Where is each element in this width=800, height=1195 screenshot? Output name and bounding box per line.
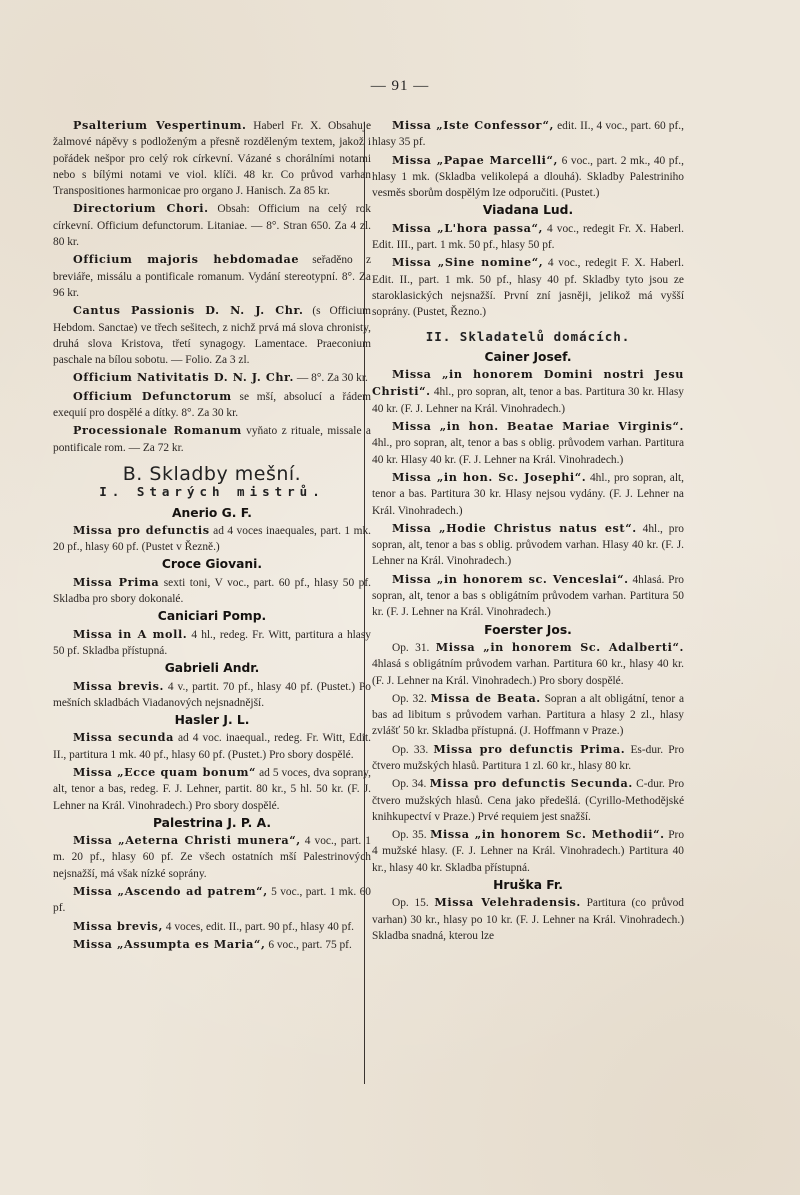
composer-name: Viadana Lud. (482, 203, 574, 218)
entry-title: Missa „in hon. Beatae Mariae Virginis“. (392, 419, 684, 434)
composer-name: Foerster Jos. (484, 622, 572, 637)
entry-title: Missa pro defunctis Secunda. (429, 776, 633, 791)
entry-title: Missa „in hon. Sc. Josephi“. (392, 469, 587, 484)
entry-title: Missa de Beata. (430, 690, 541, 705)
catalog-entry (53, 302, 371, 368)
entry-title: Missa „in honorem Domini nostri Jesu Christi“. (372, 367, 684, 399)
entry-text: Partitura (co průvod varhan) 30 kr., hlasy po 10 kr. (F. J. Lehner na Král. Vinohradech.) Skladba snadná, kterou lze (372, 897, 685, 942)
composer-block (53, 608, 371, 659)
catalog-entry (372, 254, 684, 320)
composer-block (372, 622, 684, 876)
catalog-entry (53, 764, 371, 814)
entry-text: C-dur. Pro čtvero mužských hlasů. Cena jako předešlá. (Cyrillo-Methodějské knihkupectví v Praze.) Prvé requiem jest snažší. (372, 778, 685, 823)
catalog-entry (53, 251, 371, 301)
opus-number: Op. 15. (392, 897, 435, 910)
catalog-entry (372, 690, 684, 740)
catalog-entry (53, 422, 371, 456)
composer-block (53, 712, 371, 814)
catalog-entry (372, 366, 684, 417)
entry-text: 4 voc., part. 1 m. 20 pf., hlasy 60 pf. Ze všech ostatních mší Palestrinových nejsnažší, má však nízké soprány. (53, 835, 372, 880)
entry-text: 4 hl., redeg. Fr. Witt, partitura a hlasy 50 pf. Skladba přístupná. (53, 628, 371, 657)
entry-text: ad 4 voces inaequales, part. 1 mk. 20 pf., hlasy 60 pf. (Pustet v Řezně.) (53, 524, 371, 554)
composer-name: Gabrieli Andr. (164, 661, 260, 676)
catalog-entry (53, 883, 371, 917)
entry-title: Missa „in honorem Sc. Methodii“. (430, 827, 665, 842)
page-number: — 91 — (370, 78, 430, 94)
composer-block (372, 202, 684, 320)
entry-text: 4 voc., redegit F. X. Haberl. Edit. II., part. 1 mk. 50 pf., hlasy 40 pf. Skladby tyto jsou ze staroklasických nejsnažší. První zní jasněji, jelikož má vyšší soprány. (Pustet, Řezno.) (372, 257, 684, 319)
entry-text: 4 v., partit. 70 pf., hlasy 40 pf. (Pustet.) Po mešních skladbách Viadanových nejsnadnější. (53, 680, 371, 709)
opus-number: Op. 31. (392, 641, 436, 654)
entry-text: seřaděno z breviáře, missálu a pontificale romanum. Vydání stereotypní. 8°. Za 96 kr. (53, 254, 371, 299)
entry-title: Missa brevis. (73, 678, 165, 693)
catalog-entry (53, 918, 371, 935)
catalog-entry (53, 626, 371, 660)
opus-number: Op. 34. (392, 778, 430, 791)
entry-text: 4 voces, edit. II., part. 90 pf., hlasy 40 pf. (162, 920, 355, 933)
entry-text: 4hl., pro sopran, alt, tenor a bas. Partitura 30 kr. Hlasy nejsou vydány. (F. J. Lehner na Král. Vinohradech.) (372, 471, 684, 517)
catalog-entry (53, 678, 371, 712)
catalog-entry (372, 117, 684, 151)
composer-name: Hruška Fr. (493, 878, 563, 893)
catalog-entry (53, 936, 371, 953)
entry-title: Missa „in honorem Sc. Adalberti“. (435, 639, 685, 654)
composer-block-continued (372, 117, 684, 201)
composer-name: Palestrina J. P. A. (153, 815, 271, 830)
subsection-title: I. Starých mistrů. (99, 484, 325, 500)
entry-title: Missa „Ascendo ad patrem“, (73, 884, 268, 899)
catalog-entry (372, 520, 684, 570)
entry-title: Missa pro defunctis (73, 522, 210, 537)
entry-title: Missa Velehradensis. (434, 895, 581, 910)
composer-name: Caniciari Pomp. (157, 609, 267, 624)
catalog-entry (53, 574, 371, 608)
entry-text: 6 voc., part. 75 pf. (265, 938, 352, 951)
left-column (53, 117, 371, 954)
entry-text: vyňato z rituale, missale a pontificale rom. — Za 72 kr. (53, 425, 371, 454)
entry-title: Missa „Sine nomine“, (392, 255, 544, 270)
catalog-entry (53, 200, 371, 250)
liturgical-books-list (53, 117, 371, 456)
composer-name: Anerio G. F. (172, 505, 252, 520)
entry-text: 6 voc., part. 2 mk., 40 pf., hlasy 1 mk. (Skladba velikolepá a dlouhá). Skladby Palestriniho vesměs sborům dospělým lze odporučiti. (Pustet.) (372, 154, 684, 200)
entry-title: Directorium Chori. (73, 201, 209, 216)
catalog-entry (53, 832, 371, 882)
entry-text: — 8°. Za 30 kr. (294, 372, 368, 385)
catalog-entry (372, 894, 684, 944)
catalog-entry (53, 729, 371, 763)
catalog-entry (53, 117, 371, 199)
entry-title: Missa Prima (73, 574, 160, 589)
entry-title: Officium Defunctorum (73, 388, 232, 403)
entry-text: Pro 4 mužské hlasy. (F. J. Lehner na Král. Vinohradech.) Partitura 40 kr., hlasy 40 kr. Skladba přístupná. (372, 829, 685, 874)
entry-text: 5 voc., part. 1 mk. 60 pf. (53, 886, 371, 915)
entry-title: Missa „Papae Marcelli“, (392, 152, 559, 167)
opus-number: Op. 35. (392, 829, 431, 842)
entry-text: (s Officium Hebdom. Sanctae) ve třech sešitech, z nichž prvá má slova chronisty, druhá slova Kristova, třetí synagogy. Lamentace. Praeconium paschale na bílou sobotu. — Folio. Za 3 zl. (53, 305, 371, 367)
composer-block (53, 815, 371, 953)
entry-text: 4hlasá. Pro sopran, alt, tenor a bas s obligátním průvodem varhan. Partitura 50 kr. (F. J. Lehner na Král. Vinohradech.) (372, 573, 685, 619)
entry-title: Missa secunda (73, 730, 174, 745)
composer-block (372, 877, 684, 944)
opus-number: Op. 33. (392, 743, 434, 756)
composer-name: Croce Giovani. (161, 557, 263, 572)
entry-title: Missa „L'hora passa“, (392, 220, 543, 235)
entry-title: Missa „in honorem sc. Venceslai“. (392, 571, 629, 586)
composer-name: Cainer Josef. (484, 349, 572, 364)
entry-text: 4hl., pro sopran, alt, tenor a bas s oblig. průvodem varhan. Hlasy 40 kr. (F. J. Lehner na Král. Vinohradech.) (372, 522, 684, 568)
composer-block (53, 556, 371, 607)
subsection-title: II. Skladatelů domácích. (425, 328, 631, 344)
entry-text: 4 voc., redegit Fr. X. Haberl. Edit. III., part. 1 mk. 50 pf., hlasy 50 pf. (372, 222, 684, 252)
entry-title: Psalterium Vespertinum. (73, 118, 247, 132)
composer-name: Hasler J. L. (174, 713, 250, 728)
entry-text: 4hl., pro sopran, alt, tenor a bas s oblig. průvodem varhan. Partitura 40 kr. Hlasy 40 kr. (F. J. Lehner na Král. Vinohradech.) (372, 437, 684, 466)
entry-title: Missa „Hodie Christus natus est“. (392, 520, 637, 535)
right-column (372, 117, 684, 945)
entry-title: Missa brevis, (73, 918, 163, 933)
catalog-entry (372, 469, 684, 519)
entry-text: Obsah: Officium na celý rok církevní. Officium defunctorum. Litaniae. — 8°. Stran 650. Za 4 zl. 80 kr. (53, 203, 371, 249)
catalog-entry (372, 220, 684, 254)
entry-text: se mší, absolucí a řádem exequií pro dospělé a dítky. 8°. Za 30 kr. (53, 390, 371, 420)
entry-title: Missa „Aeterna Christi munera“, (73, 833, 301, 848)
catalog-entry (372, 775, 684, 825)
catalog-entry (53, 369, 371, 386)
entry-title: Officium majoris hebdomadae (73, 252, 300, 267)
entry-text: ad 4 voc. inaequal., redeg. Fr. Witt, Edit. II., partitura 1 mk. 40 pf., hlasy 60 pf. (Pustet.) Pro sbory dospělé. (53, 732, 371, 761)
catalog-entry (372, 571, 684, 621)
section-title: B. Skladby mešní. (122, 462, 302, 485)
entry-text: 4hlasá s obligátním průvodem varhan. Partitura 60 kr., hlasy 40 kr. (F. J. Lehner na Král. Vinohradech.) Pro sbory dospělé. (372, 658, 684, 687)
entry-text: Es-dur. Pro čtvero mužských hlasů. Partitura 1 zl. 60 kr., hlasy 80 kr. (372, 743, 685, 772)
entry-title: Missa pro defunctis Prima. (433, 741, 626, 756)
catalog-entry (372, 741, 684, 775)
entry-text: sexti toni, V voc., part. 60 pf., hlasy 50 pf. Skladba pro sbory dokonalé. (53, 576, 371, 606)
opus-number: Op. 32. (392, 692, 431, 705)
entry-title: Cantus Passionis D. N. J. Chr. (73, 303, 304, 318)
composer-block (372, 349, 684, 621)
entry-title: Missa „Iste Confessor“, (392, 118, 554, 132)
entry-text: Haberl Fr. X. Obsahuje žalmové nápěvy s podloženým a přesně rozděleným textem, jakož i pořádek nešpor pro celý rok církevní. Vázané s chorálními notami nebo s bílými notami ve viol. klíči. 48 kr. Co průvod varhan Transpositiones harmonicae pro organo J. Hanisch. Za 85 kr. (53, 120, 371, 198)
entry-title: Missa in A moll. (73, 626, 188, 641)
catalog-entry (372, 639, 684, 689)
catalog-entry (372, 826, 684, 876)
composer-block (53, 660, 371, 711)
catalog-entry (53, 388, 371, 422)
entry-text: 4hl., pro sopran, alt, tenor a bas. Partitura 30 kr. Hlasy 40 kr. (F. J. Lehner na Král. Vinohradech.) (372, 386, 684, 415)
entry-text: ad 5 voces, dva soprany, alt, tenor a bas, redeg. F. J. Lehner, partit. 80 kr., 5 hl. 50 kr. (F. J. Lehner na Král. Vinohradech.) Pro sbory dospělé. (53, 766, 371, 812)
composer-block (53, 505, 371, 556)
catalog-entry (372, 418, 684, 468)
entry-text: edit. II., 4 voc., part. 60 pf., hlasy 35 pf. (372, 120, 684, 149)
entry-title: Processionale Romanum (73, 423, 242, 438)
entry-title: Officium Nativitatis D. N. J. Chr. (73, 370, 295, 385)
entry-text: Sopran a alt obligátní, tenor a bas ad libitum s průvodem varhan. Partitura a hlasy 2 zl., hlasy zvlášť 50 kr. Skladba přístupná. (J. Hoffmann v Praze.) (372, 692, 685, 738)
entry-title: Missa „Assumpta es Maria“, (73, 936, 266, 951)
catalog-entry (372, 152, 684, 202)
entry-title: Missa „Ecce quam bonum“ (73, 764, 257, 779)
catalog-entry (53, 522, 371, 556)
